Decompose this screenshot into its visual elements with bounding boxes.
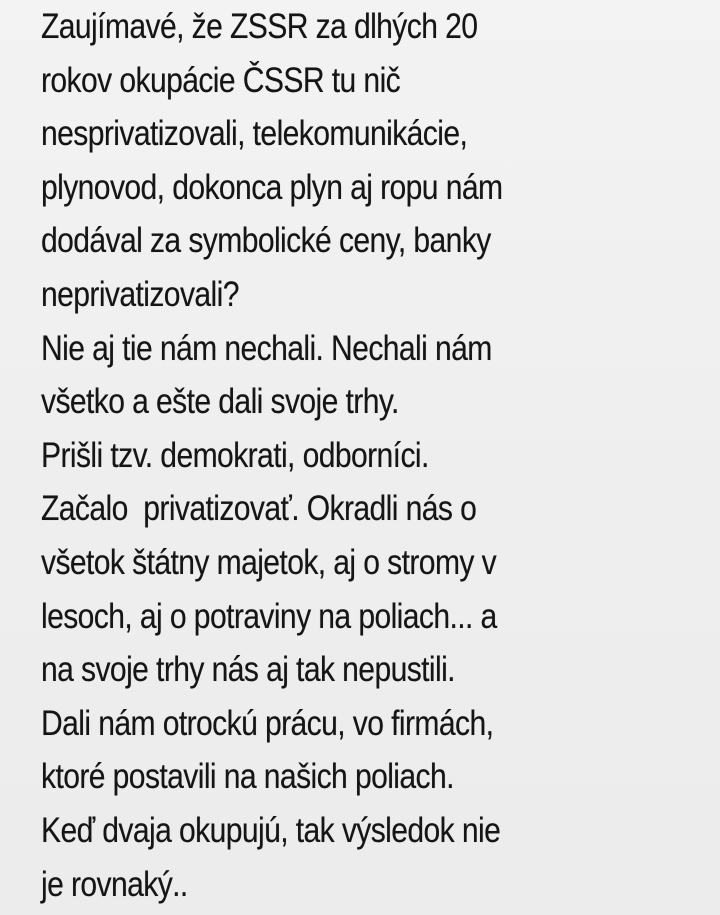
- text-line: dodával za symbolické ceny, banky: [41, 221, 491, 261]
- text-line: Dali nám otrockú prácu, vo firmách,: [41, 703, 494, 743]
- text-line: Keď dvaja okupujú, tak výsledok nie: [41, 810, 501, 850]
- text-line: je rovnaký..: [41, 864, 188, 904]
- text-line: Nie aj tie nám nechali. Nechali nám: [41, 328, 492, 368]
- text-line: Začalo privatizovať. Okradli nás o: [41, 489, 477, 529]
- text-line: plynovod, dokonca plyn aj ropu nám: [41, 167, 503, 207]
- text-line: nesprivatizovali, telekomunikácie,: [41, 114, 468, 154]
- text-line: neprivatizovali?: [41, 274, 239, 314]
- text-line: na svoje trhy nás aj tak nepustili.: [41, 650, 455, 690]
- text-line: lesoch, aj o potraviny na poliach... a: [41, 596, 497, 636]
- text-line: rokov okupácie ČSSR tu nič: [41, 60, 401, 100]
- text-line: Prišli tzv. demokrati, odborníci.: [41, 435, 429, 475]
- text-line: všetko a ešte dali svoje trhy.: [41, 382, 399, 422]
- text-line: všetok štátny majetok, aj o stromy v: [41, 542, 497, 582]
- text-line: ktoré postavili na našich poliach.: [41, 757, 454, 797]
- post-text: [41, 0, 717, 911]
- text-line: Zaujímavé, že ZSSR za dlhých 20: [41, 7, 478, 46]
